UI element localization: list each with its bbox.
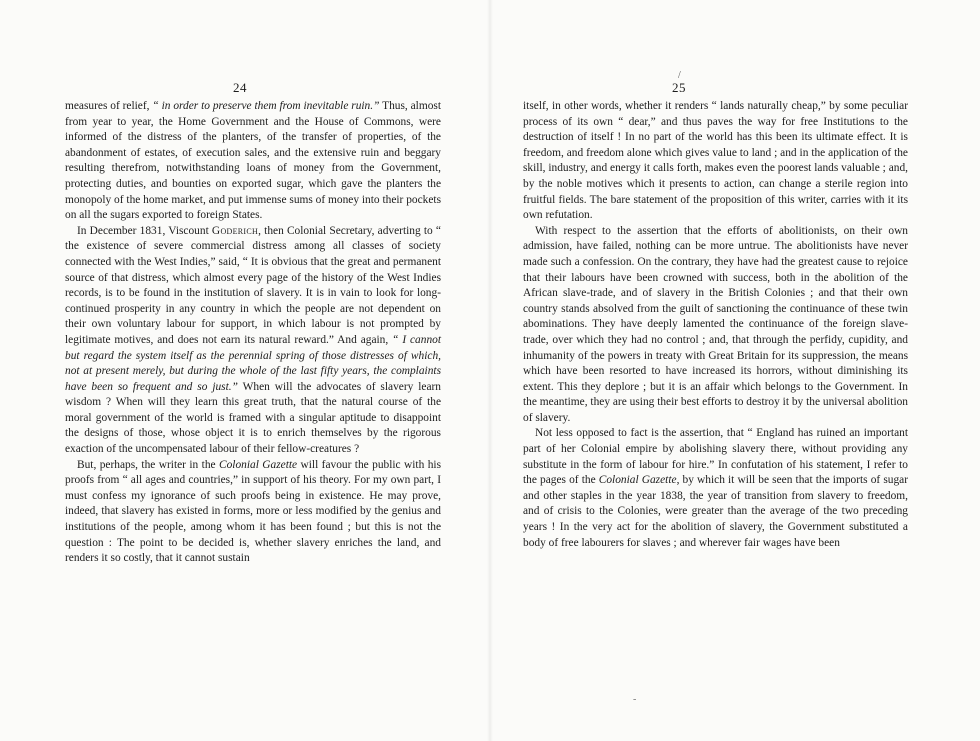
page-number-right: 25 — [672, 80, 686, 95]
page-mark: / — [678, 70, 681, 81]
left-page-text — [65, 99, 441, 567]
page-number-left: 24 — [233, 80, 247, 95]
text-run: In December 1831, Viscount — [77, 224, 212, 237]
paragraph — [523, 426, 908, 551]
text-run: will favour the public with his proofs from “ all ages and countries,” in support of his theory. For my own part, I must confess my ignorance of such proofs being in existence. He may prove, indeed, that slavery has existed in forms, more or less modified by the genius and institutions of the people, among whom it has been found ; but this is not the question : The point to be decided is, whether slavery enriches the land, and renders it so costly, that it cannot sustain — [65, 458, 441, 565]
text-run: Not less opposed to fact is the assertion, that “ England has ruined an important part of her Colonial empire by abolishing slavery there, without providing any substitute in the form of labour for hire.” In confutation of his statement, I refer to the pages of the — [523, 427, 908, 487]
text-run: With respect to the assertion that the efforts of abolitionists, on their own admission, have failed, nothing can be more untrue. The abolitionists have never made such a confession. On the contrary, they have had the greatest cause to rejoice that their labours have been crowned with success, both in the abolition of the African slave-trade, and of slavery in the British Colonies ; and that their own country stands absolved from the guilt of sanctioning the continuance of these twin abominations. They have deeply lamented the continuance of the foreign slave-trade, over which they had no control ; and, that through the perfidy, cupidity, and inhumanity of the powers in treaty with Great Britain for its suppression, the means which have been resorted to have increased its horrors, without diminishing its extent. This they deplore ; but it is an affair which belongs to the Government. In the meantime, they are using their best efforts to destroy it by the universal abolition of slavery. — [523, 224, 908, 424]
italic-run: Colonial Gazette — [598, 474, 677, 487]
text-run: But, perhaps, the writer in the — [77, 458, 219, 471]
paragraph — [65, 99, 441, 224]
footer-mark: - — [633, 694, 637, 705]
right-page-text — [523, 99, 908, 551]
paragraph — [65, 224, 441, 458]
right-page — [490, 0, 980, 741]
text-run: , then Colonial Secretary, adverting to “ the existence of severe commercial distress among all classes of society connected with the West Indies,” said, “ It is obvious that the great and permanent source of that distress, which almost every page of the history of the West Indies records, is to be found in the institution of slavery. It is in vain to look for long-continued prosperity in any country in which the people are not dependent on their own voluntary labour for support, in which labour is not prompted by legitimate motives, and does not earn its natural reward.” And again, — [65, 224, 441, 346]
text-run: When will the advocates of slavery learn wisdom ? When will they learn this great truth, that the natural course of the moral government of the world is framed with a singular aptitude to disappoint the designs of those, whose object it is to enrich themselves by the rigorous exaction of the uncompensated labour of their fellow-creatures ? — [65, 380, 441, 456]
paragraph — [523, 224, 908, 427]
paragraph — [65, 458, 441, 567]
text-run: measures of relief, — [65, 100, 153, 112]
paragraph — [523, 99, 908, 224]
italic-run: Colonial Gazette — [219, 458, 298, 471]
italic-run: “ in order to preserve them from inevitable ruin.” — [152, 100, 380, 112]
italic-run: “ I cannot but regard the system itself as the perennial spring of those distresses of which, not at present merely, but during the whole of the last fifty years, the complaints have been so frequent and so just.” — [65, 333, 441, 393]
small-caps-run: Goderich — [211, 224, 259, 237]
text-run: itself, in other words, whether it renders “ lands naturally cheap,” by some peculiar process of its own “ dear,” and thus paves the way for free Institutions to the destruction of itself ! In no part of the world has this been its ultimate effect. It is freedom, and freedom alone which gives value to land ; and in the application of the skill, industry, and energy it calls forth, makes even the poorest lands valuable ; and, by the noble motives which it presents to action, can change a sterile region into fruitful fields. The bare statement of the proposition of this writer, carries with it its own refutation. — [523, 100, 908, 222]
text-run: Thus, almost from year to year, the Home Government and the House of Commons, were informed of the distress of the planters, of the transfer of properties, of the abandonment of estates, of execution sales, and the extensive ruin and beggary resulting therefrom, notwithstanding loans of money from the Government, protecting duties, and bounties on exported sugar, which gave the planters the monopoly of the home market, and put immense sums of money into their pockets on all the sugars exported to foreign States. — [65, 100, 441, 222]
text-run: , by which it will be seen that the imports of sugar and other staples in the year 1838, the year of transition from slavery to freedom, and of crisis to the Colonies, were greater than the average of the two preceding years ! In the very act for the abolition of slavery, the Government substituted a body of free labourers for slaves ; and wherever fair wages have been — [523, 474, 909, 549]
